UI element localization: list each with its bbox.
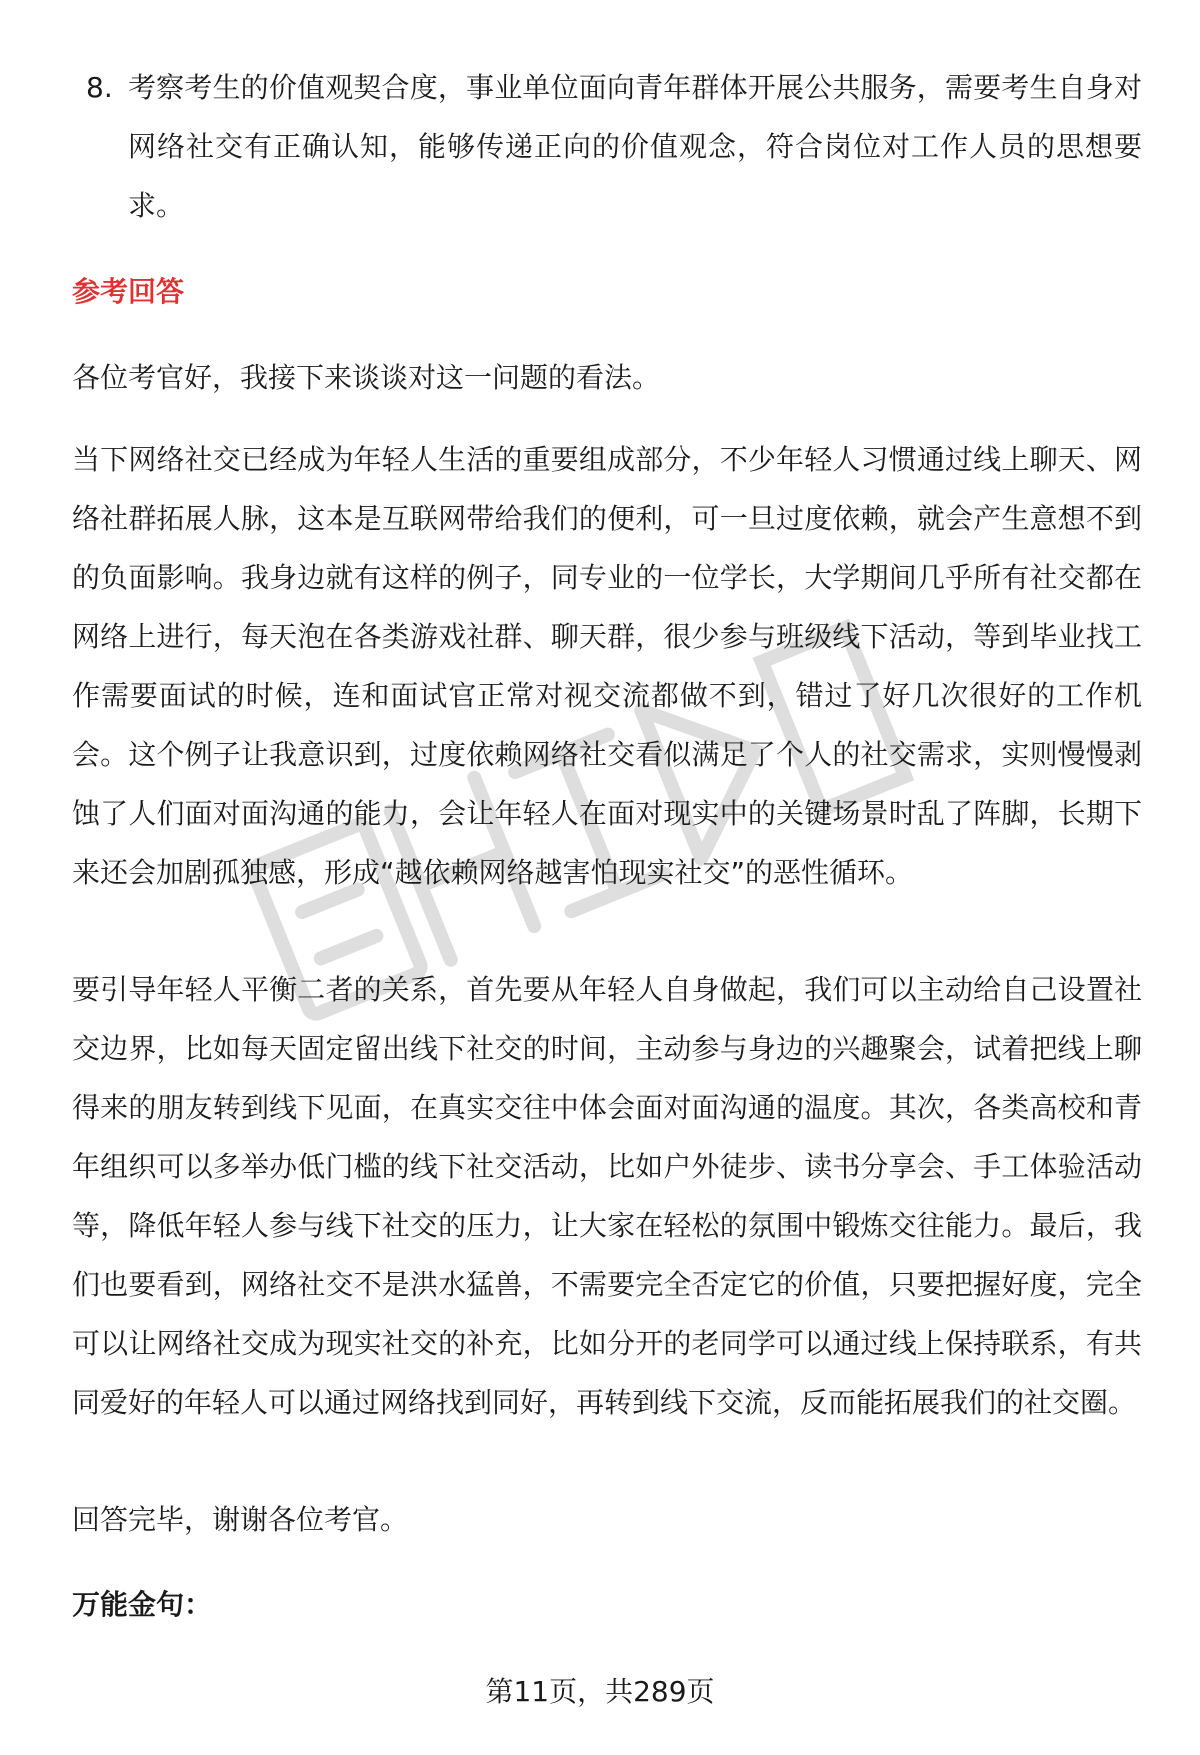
list-item-number: 8.: [86, 71, 113, 104]
paragraph-closing: 回答完毕，谢谢各位考官。: [72, 1503, 409, 1536]
paragraph-intro: 各位考官好，我接下来谈谈对这一问题的看法。: [72, 361, 661, 394]
list-item-text: 考察考生的价值观契合度，事业单位面向青年群体开展公共服务，需要考生自身对网络社交有正确认知，能够传递正向的价值观念，符合岗位对工作人员的思想要求。: [128, 71, 1142, 222]
section-title-universal-quotes: 万能金句：: [72, 1588, 213, 1621]
section-title-reference-answer: 参考回答: [72, 275, 185, 308]
list-item-8: [72, 58, 1142, 235]
paragraph-body-1: 当下网络社交已经成为年轻人生活的重要组成部分，不少年轻人习惯通过线上聊天、网络社群拓展人脉，这本是互联网带给我们的便利，可一旦过度依赖，就会产生意想不到的负面影响。我身边就有这样的例子，同专业的一位学长，大学期间几乎所有社交都在网络上进行，每天泡在各类游戏社群、聊天群，很少参与班级线下活动，等到毕业找工作需要面试的时候，连和面试官正常对视交流都做不到，错过了好几次很好的工作机会。这个例子让我意识到，过度依赖网络社交看似满足了个人的社交需求，实则慢慢剥蚀了人们面对面沟通的能力，会让年轻人在面对现实中的关键场景时乱了阵脚，长期下来还会加剧孤独感，形成“越依赖网络越害怕现实社交”的恶性循环。: [72, 443, 1142, 889]
paragraph-body-2: 要引导年轻人平衡二者的关系，首先要从年轻人自身做起，我们可以主动给自己设置社交边界，比如每天固定留出线下社交的时间，主动参与身边的兴趣聚会，试着把线上聊得来的朋友转到线下见面，在真实交往中体会面对面沟通的温度。其次，各类高校和青年组织可以多举办低门槛的线下社交活动，比如户外徒步、读书分享会、手工体验活动等，降低年轻人参与线下社交的压力，让大家在轻松的氛围中锻炼交往能力。最后，我们也要看到，网络社交不是洪水猛兽，不需要完全否定它的价值，只要把握好度，完全可以让网络社交成为现实社交的补充，比如分开的老同学可以通过线上保持联系，有共同爱好的年轻人可以通过网络找到同好，再转到线下交流，反而能拓展我们的社交圈。: [72, 973, 1142, 1419]
page-footer-number: 第11页，共289页: [485, 1675, 715, 1708]
